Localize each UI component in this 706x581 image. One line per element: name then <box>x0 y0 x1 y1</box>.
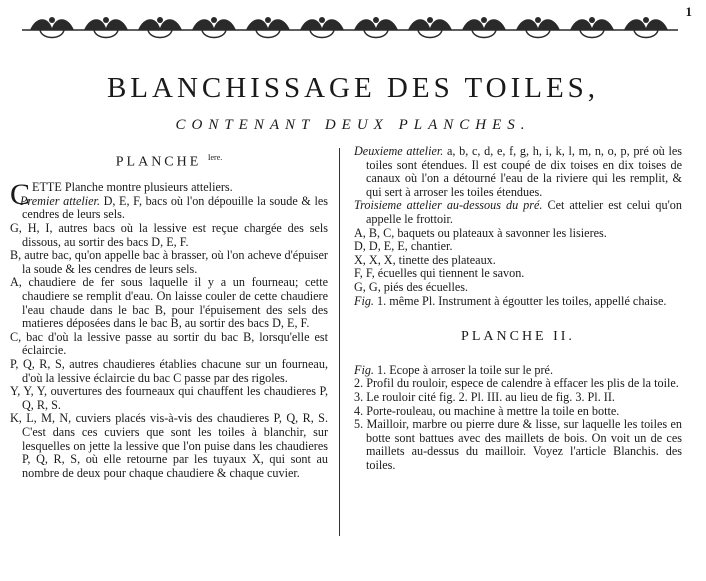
legend-entry <box>354 199 682 226</box>
legend-entry <box>354 254 682 268</box>
intro-text: Planche montre plusieurs atteliers. <box>61 180 233 195</box>
entry-text: a, b, c, d, e, f, g, h, i, k, l, m, n, o, p, pré où les toiles sont étendues. Il est coupé de dix toises en dix toises de canaux où l'on a détourné l'eau de la riviere qui les remplit, & qui sert à arroser les toiles étendues. <box>366 144 682 199</box>
legend-entry <box>10 331 328 358</box>
legend-entry <box>354 227 682 241</box>
entry-text: G, H, I, autres bacs où la lessive est reçue chargée des sels dissous, au sortir des bacs D, E, F. <box>10 221 328 249</box>
drop-cap: C <box>10 178 31 212</box>
entry-text: F, F, écuelles qui tiennent le savon. <box>354 266 525 281</box>
page-number: 1 <box>685 4 692 19</box>
legend-entry <box>10 358 328 385</box>
entry-text: 1. Ecope à arroser la toile sur le pré. <box>373 362 553 377</box>
intro-smallcaps: ETTE <box>32 180 62 195</box>
entry-text: X, X, X, tinette des plateaux. <box>354 252 496 267</box>
entry-text: 2. Profil du rouloir, espece de calendre à effacer les plis de la toile. <box>354 376 679 391</box>
left-entries-list <box>10 195 328 480</box>
entry-text: Y, Y, Y, ouvertures des fourneaux qui chauffent les chaudieres P, Q, R, S. <box>10 384 328 412</box>
right-column <box>354 145 682 472</box>
planche-1-heading-sup: Iere. <box>207 153 223 162</box>
entry-text: 4. Porte-rouleau, ou machine à mettre la toile en botte. <box>354 403 620 418</box>
entry-lead: Fig. <box>354 293 374 308</box>
legend-entry <box>354 145 682 199</box>
entry-text: B, autre bac, qu'on appelle bac à brasser, où l'on acheve d'épuiser la soude & les cendres de leurs sels. <box>10 248 328 276</box>
legend-entry <box>10 222 328 249</box>
entry-lead: Fig. <box>354 362 374 377</box>
legend-entry <box>354 405 682 419</box>
page-title: BLANCHISSAGE DES TOILES, <box>106 72 600 104</box>
legend-entry <box>10 385 328 412</box>
entry-text: G, G, piés des écuelles. <box>354 279 469 294</box>
legend-entry <box>354 240 682 254</box>
entry-lead: Premier attelier. <box>20 193 100 208</box>
right-entries2-list <box>354 364 682 473</box>
legend-entry <box>354 377 682 391</box>
legend-entry <box>10 276 328 330</box>
legend-entry <box>354 391 682 405</box>
entry-lead: Troisieme attelier au-dessous du pré. <box>354 198 543 213</box>
legend-entry <box>10 249 328 276</box>
right-entries-list <box>354 145 682 308</box>
entry-text: K, L, M, N, cuviers placés vis-à-vis des chaudieres P, Q, R, S. C'est dans ces cuviers que sont les toiles à blanchir, sur lesquelles on jette la lessive que l'on puise dans les chaudieres P, Q, R, S, où elle retourne par les tuyaux X, qui sont au nombre de deux pour chaque chaudiere & chaque cuvier. <box>10 411 328 480</box>
entry-text: 5. Mailloir, marbre ou pierre dure & lisse, sur laquelle les toiles en botte sont battues avec des maillets de bois. On voit un de ces maillets au-dessus du mailloir. Voyez l'article Blanchis. des toiles. <box>354 417 682 472</box>
planche-2-heading: PLANCHE II. <box>461 329 575 345</box>
legend-entry <box>10 195 328 222</box>
entry-lead: Deuxieme attelier. <box>354 144 444 158</box>
legend-entry <box>354 418 682 472</box>
entry-text: C, bac d'où la lessive passe au sortir du bac B, lorsqu'elle est éclaircie. <box>10 329 328 358</box>
legend-entry <box>354 281 682 295</box>
entry-text: A, chaudiere de fer sous laquelle il y a un fourneau; cette chaudiere se remplit d'eau. On laisse couler de cette chaudiere l'eau chaude dans le bac B, pour l'épuisement des sels des matieres déposées dans le bac B, au sortir des bacs D, E, F. <box>10 275 328 331</box>
legend-entry <box>354 267 682 281</box>
legend-entry <box>354 364 682 378</box>
entry-text: 3. Le rouloir cité fig. 2. Pl. III. au lieu de fig. 3. Pl. II. <box>354 389 615 404</box>
entry-text: P, Q, R, S, autres chaudieres établies chacune sur un fourneau, d'où la lessive éclaircie du bac C passe par des rigoles. <box>10 356 328 385</box>
planche-1-heading <box>10 151 328 169</box>
entry-text: A, B, C, baquets ou plateaux à savonner les lisieres. <box>354 225 607 240</box>
entry-text: 1. même Pl. Instrument à égoutter les toiles, appellé chaise. <box>373 293 667 308</box>
left-column <box>10 145 328 480</box>
vine-ornament-icon <box>22 8 678 48</box>
page-subtitle: CONTENANT DEUX PLANCHES. <box>175 117 531 133</box>
column-divider <box>339 148 340 536</box>
legend-entry <box>354 295 682 309</box>
planche-1-heading-text: PLANCHE <box>115 154 202 170</box>
entry-text: D, E, F, bacs où l'on dépouille la soude & les cendres de leurs sels. <box>22 193 328 222</box>
legend-entry <box>10 412 328 480</box>
entry-text: D, D, E, E, chantier. <box>354 239 453 254</box>
entry-text: Cet attelier est celui qu'on appelle le frottoir. <box>366 198 682 226</box>
